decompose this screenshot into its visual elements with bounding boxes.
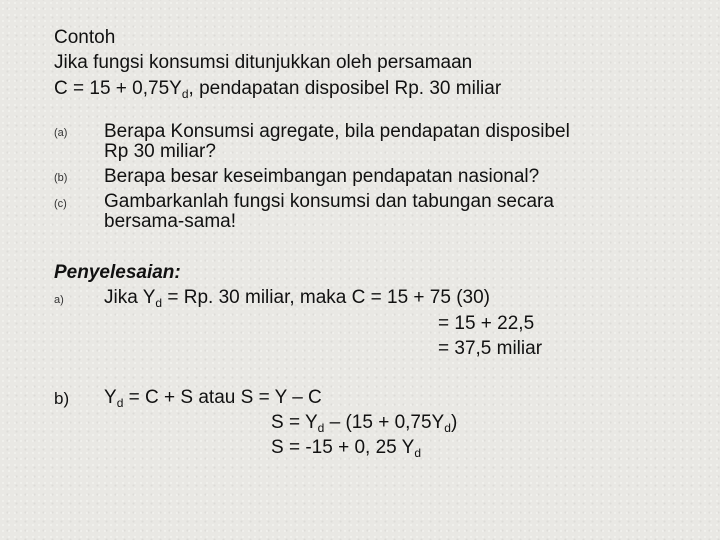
solution-a-suffix: = Rp. 30 miliar, maka C = 15 + 75 (30) xyxy=(162,287,491,308)
question-c-line1: Gambarkanlah fungsi konsumsi dan tabungan secara xyxy=(104,191,554,212)
solution-b2-subscript: d xyxy=(317,421,325,435)
question-b-line1: Berapa besar keseimbangan pendapatan nasional? xyxy=(104,166,540,187)
question-c-line2: bersama-sama! xyxy=(104,211,236,232)
solution-b3-subscript: d xyxy=(414,446,421,460)
question-a-line1: Berapa Konsumsi agregate, bila pendapatan disposibel xyxy=(104,121,570,142)
solution-heading: Penyelesaian: xyxy=(54,262,181,283)
question-a-marker: (a) xyxy=(54,127,68,139)
solution-b-line3 xyxy=(271,437,421,459)
solution-b-line1 xyxy=(104,387,322,409)
solution-a-line3: = 37,5 miliar xyxy=(438,338,543,359)
solution-b-line2 xyxy=(271,412,457,434)
solution-b1-suffix: = C + S atau S = Y – C xyxy=(123,387,322,408)
question-b-marker: (b) xyxy=(54,172,68,184)
solution-a-marker: a) xyxy=(54,294,64,306)
heading-contoh: Contoh xyxy=(54,27,116,48)
equation-suffix: , pendapatan disposibel Rp. 30 miliar xyxy=(188,78,502,99)
solution-a-subscript: d xyxy=(155,296,163,310)
solution-b1-subscript: d xyxy=(116,396,124,410)
consumption-equation xyxy=(54,78,501,100)
solution-b-marker: b) xyxy=(54,389,70,408)
solution-b2-prefix: S = Y xyxy=(271,412,318,433)
solution-a-prefix: Jika Y xyxy=(104,287,156,308)
solution-b2-subscript2: d xyxy=(444,421,451,435)
solution-a-line1 xyxy=(104,287,490,309)
solution-b2-mid: – (15 + 0,75Y xyxy=(324,412,445,433)
equation-subscript: d xyxy=(181,87,189,101)
solution-b2-suffix: ) xyxy=(450,412,458,433)
question-a-line2: Rp 30 miliar? xyxy=(104,141,216,162)
solution-b1-prefix: Y xyxy=(104,387,117,408)
equation-prefix: C = 15 + 0,75Y xyxy=(54,78,182,99)
solution-a-line2: = 15 + 22,5 xyxy=(438,313,535,334)
solution-b3-prefix: S = -15 + 0, 25 Y xyxy=(271,437,415,458)
problem-statement: Jika fungsi konsumsi ditunjukkan oleh persamaan xyxy=(54,52,473,73)
question-c-marker: (c) xyxy=(54,198,67,210)
